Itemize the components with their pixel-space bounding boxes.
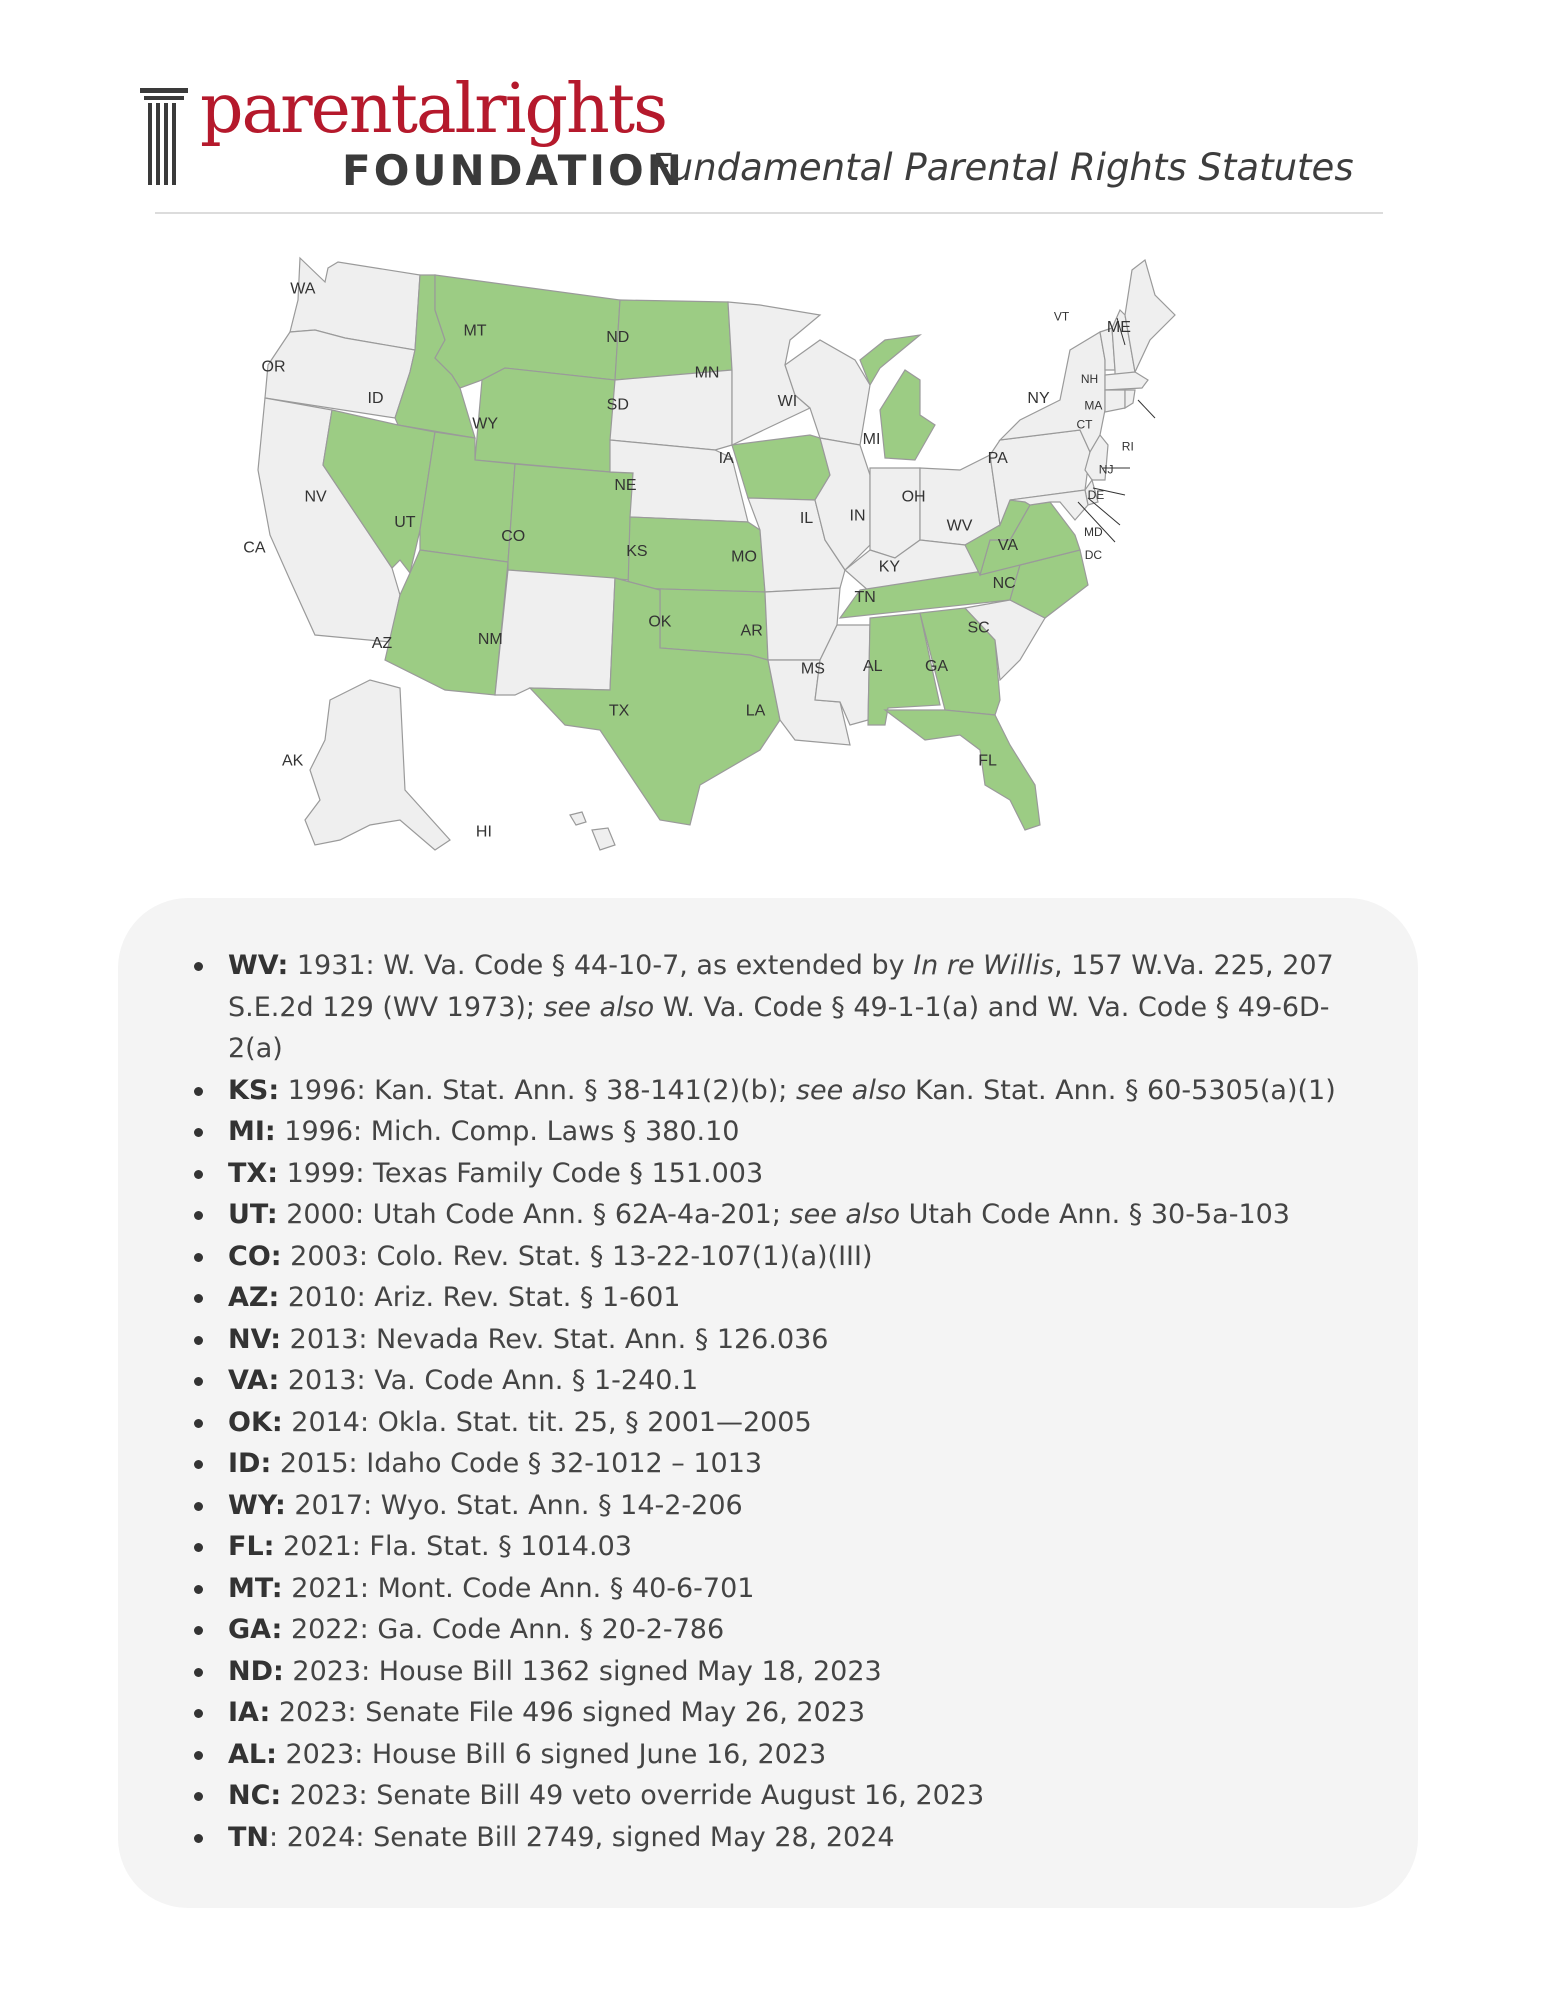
statute-state: MT: [228,1572,283,1604]
state-label-tx: TX [608,702,630,720]
statute-state: KS: [228,1074,280,1106]
statute-state: AL: [228,1738,277,1770]
state-ia [732,435,830,500]
statute-state: IA: [228,1697,271,1728]
state-label-ks: KS [626,543,648,561]
statute-text: see also [795,1074,907,1106]
statute-state: GA: [228,1614,283,1645]
pillar-logo-icon [140,88,188,188]
statute-text: : Kan. Stat. Ann. § 38-141(2)(b); [356,1074,796,1106]
page-title: Fundamental Parental Rights Statutes [650,146,1354,189]
statute-text: 1996 [279,1074,357,1106]
statute-state: CO: [228,1240,282,1272]
state-label-az: AZ [371,635,393,652]
statute-state: NC: [228,1780,282,1811]
statute-item [192,1817,1342,1859]
statute-item [192,1402,1342,1444]
statute-item [192,1734,1342,1776]
state-label-vt: VT [1053,309,1070,324]
statute-text: 2010: Ariz. Rev. Stat. § 1-601 [279,1282,681,1313]
statute-text: Utah Code Ann. § 30-5a-103 [900,1199,1290,1230]
statute-text: 2023: House Bill 6 signed June 16, 2023 [276,1738,827,1770]
logo-wordmark: parentalrights [200,70,667,149]
statute-text: 2003: Colo. Rev. Stat. § 13-22-107(1)(a)(III) [281,1240,873,1272]
statute-text: In re Willis [913,950,1054,981]
statute-text: 2017: Wyo. Stat. Ann. § 14-2-206 [285,1489,743,1521]
state-label-oh: OH [901,488,926,506]
state-ak [305,680,450,850]
state-label-wa: WA [290,280,316,298]
us-map [220,240,1240,880]
statute-text: 2021: Mont. Code Ann. § 40-6-701 [282,1572,755,1604]
statute-text: 2023: Senate File 496 signed May 26, 2023 [270,1697,866,1728]
statute-text: 2014: Okla. Stat. tit. 25, § 2001—2005 [282,1406,812,1438]
state-label-ut: UT [394,513,416,531]
state-label-nd: ND [606,329,630,346]
state-hi [570,812,586,825]
statute-item [192,1319,1342,1361]
state-ny [1000,332,1105,452]
statute-text: 1999: Texas Family Code § 151.003 [278,1157,764,1189]
header [140,70,1390,210]
statutes-list [192,945,1342,1858]
state-label-md: MD [1084,524,1103,539]
state-fl [885,710,1040,830]
state-label-nm: NM [477,631,503,649]
state-label-me: ME [1106,318,1131,336]
statute-item [192,1775,1342,1817]
statute-item [192,1153,1342,1195]
state-label-ca: CA [243,539,266,557]
statute-text: W. Va. Code § 49-1-1(a) and W. Va. Code § 49-6D-2(a) [228,991,1330,1064]
state-nm [495,570,615,695]
statute-state: WY: [228,1489,286,1521]
state-label-nv: NV [304,488,327,506]
state-label-or: OR [261,358,286,376]
statute-text: 2015: Idaho Code § 32-1012 – 1013 [271,1448,763,1479]
statute-item [192,1526,1342,1568]
state-label-wv: WV [946,517,973,535]
statute-text: 2000: Utah Code Ann. § 62A-4a-201; [277,1199,790,1230]
statute-state: WV: [228,950,289,981]
state-label-nj: NJ [1098,462,1114,477]
state-label-ar: AR [740,622,763,640]
state-label-ny: NY [1027,390,1050,408]
state-me [1125,260,1175,372]
state-label-ia: IA [718,450,734,468]
us-map-svg [220,240,1240,880]
statute-state: ID: [228,1448,272,1479]
statute-text: 2023: Senate Bill 49 veto override August 16, 2023 [281,1780,985,1811]
state-ri [1125,390,1135,408]
state-label-wi: WI [777,392,798,410]
statute-item [192,945,1342,1070]
state-label-ne: NE [614,476,637,494]
statute-text: 2021: Fla. Stat. § 1014.03 [274,1531,632,1562]
logo-foundation: FOUNDATION [342,146,685,195]
statute-text: Kan. Stat. Ann. § 60-5305(a)(1) [906,1074,1336,1106]
state-label-mo: MO [731,548,757,566]
state-label-mt: MT [463,322,487,340]
state-label-mn: MN [694,364,720,382]
state-label-nh: NH [1080,371,1099,386]
statute-state: FL: [228,1531,275,1562]
state-label-pa: PA [987,450,1008,468]
statute-item [192,1443,1342,1485]
state-hi-big [592,828,615,850]
state-label-hi: HI [475,823,492,841]
statute-state: OK: [228,1406,283,1438]
state-label-va: VA [997,536,1019,554]
state-ma [1105,372,1148,390]
statute-item [192,1609,1342,1651]
state-label-mi: MI [862,431,881,448]
state-shapes [258,258,1175,850]
statute-item [192,1692,1342,1734]
statute-text: 2023: House Bill 1362 signed May 18, 2023 [283,1655,882,1687]
statute-state: TX: [228,1157,279,1189]
statute-text: see also [789,1199,901,1230]
state-az [385,550,508,695]
statute-item [192,1194,1342,1236]
state-label-al: AL [863,657,883,675]
statute-state: VA: [228,1365,280,1396]
statute-state: MI: [228,1116,276,1147]
state-label-in: IN [849,507,866,525]
statute-state: NV: [228,1323,282,1355]
statute-text: 1996: Mich. Comp. Laws § 380.10 [275,1116,740,1147]
state-label-il: IL [799,510,814,528]
statute-item [192,1070,1342,1112]
statute-state: TN [228,1821,270,1853]
statute-text: 2013: Va. Code Ann. § 1-240.1 [279,1365,699,1396]
state-label-sd: SD [606,396,629,414]
statute-item [192,1111,1342,1153]
state-label-dc: DC [1084,547,1103,562]
state-label-ma: MA [1084,398,1103,413]
state-wi [785,340,870,445]
state-label-id: ID [367,390,384,408]
state-label-ok: OK [648,613,672,631]
state-label-ky: KY [878,558,901,576]
statute-item [192,1360,1342,1402]
state-label-ri: RI [1121,439,1134,454]
statute-item [192,1651,1342,1693]
state-mi-lower [880,370,935,460]
state-ct [1105,390,1125,412]
statute-text: : 2024: Senate Bill 2749, signed May 28, 2024 [269,1821,895,1853]
statute-state: AZ: [228,1282,280,1313]
state-in [870,468,920,558]
statute-text: , 157 W.Va. 225, 207 S.E.2d 129 (WV 1973); [228,950,1334,1023]
state-label-ms: MS [800,660,825,678]
state-label-ct: CT [1076,417,1093,432]
statute-item [192,1485,1342,1527]
statute-text: 2022: Ga. Code Ann. § 20-2-786 [282,1614,725,1645]
state-label-ak: AK [282,752,304,770]
statute-state: ND: [228,1655,284,1687]
state-label-ga: GA [924,657,949,675]
statute-text: see also [543,991,655,1023]
statute-item [192,1568,1342,1610]
statute-state: UT: [228,1199,278,1230]
state-label-de: DE [1087,487,1105,502]
state-label-nc: NC [992,575,1016,593]
state-label-fl: FL [978,752,997,770]
state-label-co: CO [501,527,526,545]
statute-item [192,1277,1342,1319]
statute-text: 1931: W. Va. Code § 44-10-7, as extended by [288,950,914,981]
header-divider [155,212,1383,214]
state-label-sc: SC [967,619,990,637]
state-label-la: LA [745,702,766,720]
state-label-wy: WY [472,415,499,433]
statute-item [192,1236,1342,1278]
statute-text: 2013: Nevada Rev. Stat. Ann. § 126.036 [281,1323,829,1355]
state-label-tn: TN [854,589,876,607]
